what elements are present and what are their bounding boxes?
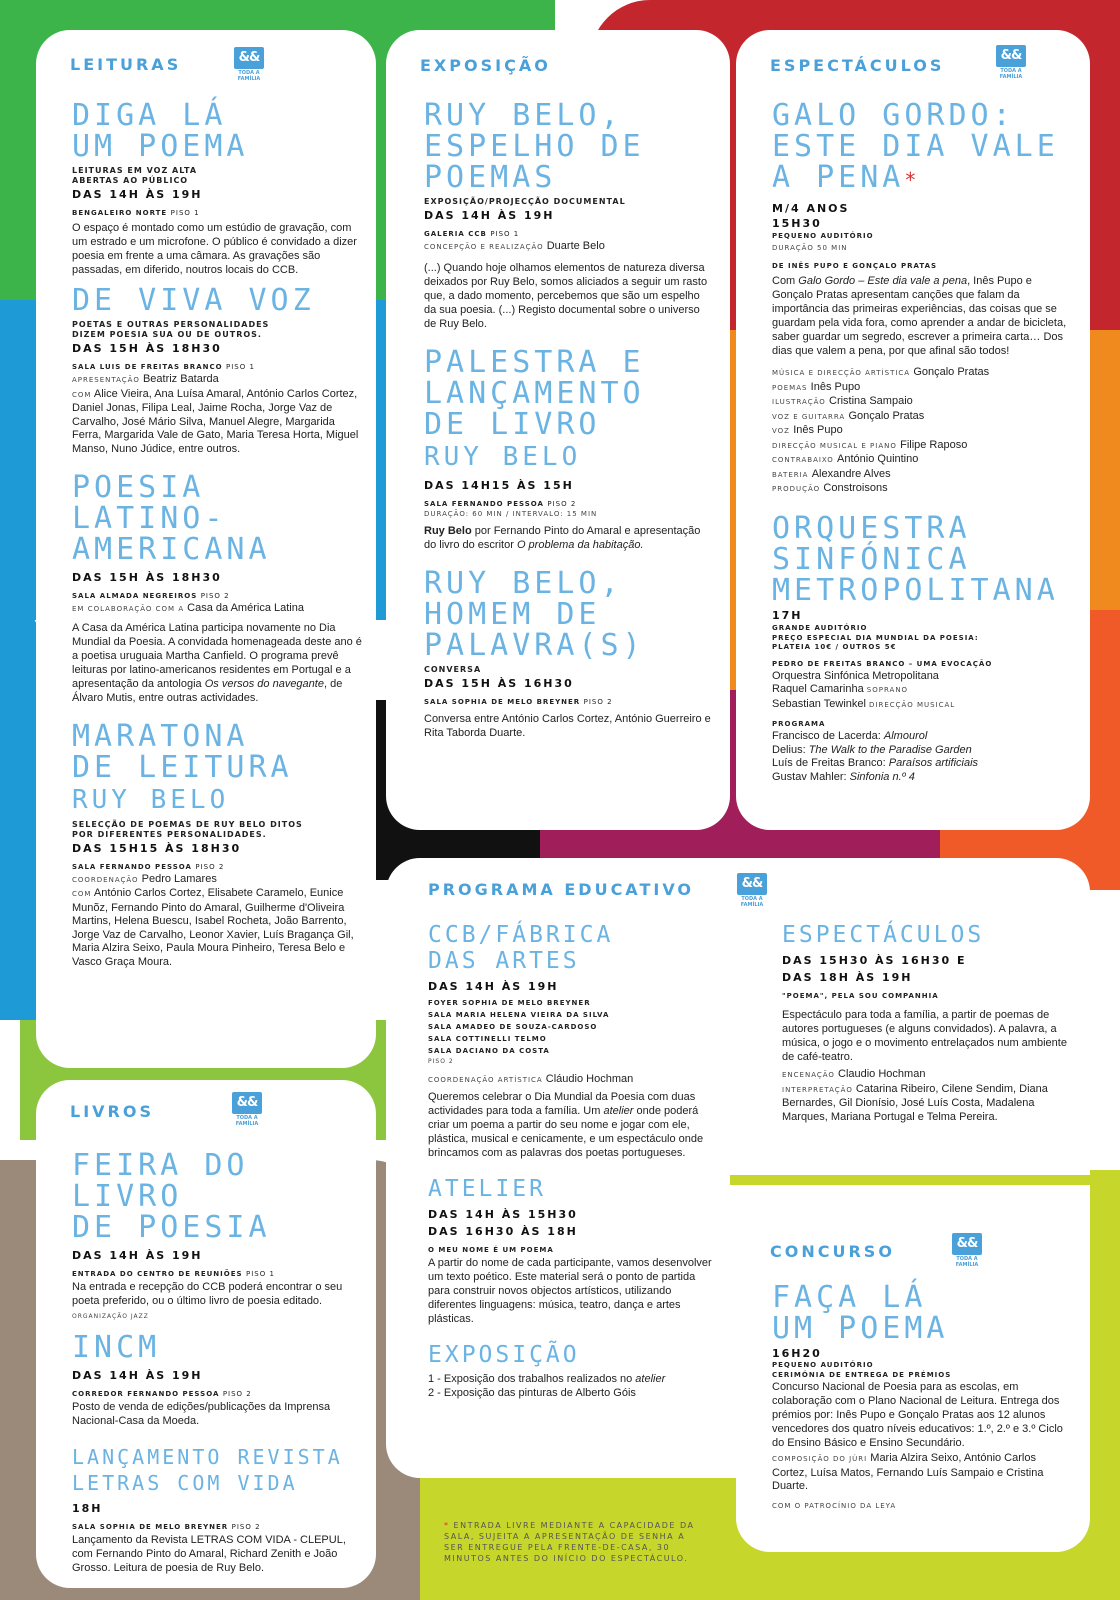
event-time: DAS 16H30 ÀS 18H — [428, 1224, 578, 1238]
floor-label: PISO 2 — [428, 1058, 454, 1065]
family-icon: && TODA A FAMÍLIA — [232, 47, 266, 82]
event-location: SALA FERNANDO PESSOA PISO 2 — [424, 499, 577, 508]
event-time: DAS 14H ÀS 15H30 — [428, 1207, 578, 1221]
rooms-list — [428, 997, 718, 1057]
credit-name: Constroisons — [823, 482, 888, 494]
livros-content — [72, 1150, 362, 1575]
exposicao-content — [424, 100, 714, 740]
event-title: RUY BELO, HOMEM DE PALAVRA(S) — [424, 565, 645, 663]
family-icon: && TODA A FAMÍLIA — [735, 873, 769, 908]
event-location: BENGALEIRO NORTE PISO 1 — [72, 209, 200, 217]
event-description: Ruy Belo por Fernando Pinto do Amaral e apresentação do livro do escritor O problema da habitação. — [424, 524, 701, 551]
event-title: ORQUESTRA SINFÓNICA METROPOLITANA — [772, 510, 1059, 608]
credit-row — [772, 381, 1072, 396]
event-title: ATELIER — [428, 1175, 546, 1202]
espectaculos-content — [772, 100, 1072, 784]
event-credit: ENCENAÇÃO Claudio Hochman — [782, 1068, 926, 1080]
event-description: Posto de venda de edições/publicações da Imprensa Nacional-Casa da Moeda. — [72, 1401, 331, 1427]
credit-role: VOZ — [772, 427, 794, 435]
credit-role: DIRECÇÃO MUSICAL E PIANO — [772, 441, 901, 450]
event-time: DAS 15H30 ÀS 16H30 E — [782, 954, 967, 967]
event-time: DAS 14H ÀS 19H — [424, 209, 555, 222]
program-item — [772, 771, 1072, 785]
event-location: GRANDE AUDITÓRIO — [772, 623, 868, 632]
credit-row — [772, 453, 1072, 468]
credit-role: POEMAS — [772, 383, 811, 392]
event-time: 16H20 — [772, 1347, 822, 1360]
educativo-heading: PROGRAMA EDUCATIVO — [428, 880, 695, 899]
program-work: Almourol — [883, 730, 928, 742]
credit-role: CONTRABAIXO — [772, 456, 838, 464]
livros-heading: LIVROS — [70, 1102, 154, 1121]
performer: Raquel Camarinha SOPRANO — [772, 683, 909, 695]
event-title: POESIA LATINO- AMERICANA — [72, 470, 271, 567]
credit-role: ILUSTRAÇÃO — [772, 398, 829, 406]
event-age: M/4 ANOS — [772, 202, 850, 215]
event-title: DE VIVA VOZ — [72, 283, 315, 318]
event-subtitle: CERIMÓNIA DE ENTREGA DE PRÉMIOS — [772, 1371, 952, 1379]
event-time: 18H — [72, 1502, 103, 1515]
credit-name: Cristina Sampaio — [829, 395, 913, 407]
bg-blue-left-block — [0, 600, 40, 1020]
event-time: DAS 15H ÀS 18H30 — [72, 571, 222, 584]
program-composer: Gustav Mahler: — [772, 770, 850, 783]
event-description: Na entrada e recepção do CCB poderá encontrar o seu poeta preferido, ou o último livro de poesia editado. ORGANIZAÇÃO JAZZ — [72, 1281, 343, 1320]
event-participants: COM Alice Vieira, Ana Luísa Amaral, António Carlos Cortez, Daniel Jonas, Filipa Leal, Jaime Rocha, Jorge Vaz de Carvalho, José Mário Silva, Manuel Alegre, Margarida Ferra, Margarida Vale de Gato, Maria Teresa Horta, Miguel Manso, Nuno Júdice, entre outros. — [72, 387, 359, 455]
concurso-content — [772, 1282, 1072, 1510]
educativo-left-content — [428, 922, 718, 1400]
event-time: DAS 14H ÀS 19H — [428, 980, 559, 993]
credit-row — [772, 424, 1072, 439]
concurso-heading: CONCURSO — [770, 1242, 895, 1261]
credit-name: António Quintino — [837, 453, 919, 465]
event-title: FAÇA LÁ UM POEMA — [772, 1280, 949, 1346]
entry-note: * ENTRADA LIVRE MEDIANTE A CAPACIDADE DA SALA, SUJEITA A APRESENTAÇÃO DE SENHA A SER ENTREGUE PELA FRENTE-DE-CASA, 30 MINUTOS ANTES DO INÍCIO DO ESPECTÁCULO. — [444, 1521, 695, 1563]
event-description: Com Galo Gordo – Este dia vale a pena, Inês Pupo e Gonçalo Pratas apresentam canções que falam da importância das primeiras experiências, das coisas que se guardam pela vida fora, como aprender a andar de bicicleta, saber guardar um segredo, escrever a primeira carta… Dos dias que valem a pena, por que afinal são todos! — [772, 275, 1067, 357]
program-work: The Walk to the Paradise Garden — [808, 743, 972, 756]
event-time: DAS 14H15 ÀS 15H — [424, 478, 574, 492]
event-credit: COORDENAÇÃO ARTÍSTICA Cláudio Hochman — [428, 1073, 634, 1085]
credit-role: PRODUÇÃO — [772, 485, 824, 493]
event-description: Queremos celebrar o Dia Mundial da Poesia com duas actividades para toda a família. Um atelier onde poderá criar um poema a partir do seu nome e jogar com ele, plástica, musical e cenicamente, e um espectáculo onde brincamos com as palavras dos poetas portugueses. — [428, 1090, 704, 1159]
room-item: SALA DACIANO DA COSTA — [428, 1047, 550, 1055]
credit-row — [772, 395, 1072, 410]
event-credit: COORDENAÇÃO Pedro Lamares — [72, 872, 217, 885]
event-description: Espectáculo para toda a família, a partir de poemas de autores portugueses (e alguns convidados). A palavra, a música, o jogo e o movimento entrelaçados num ambiente de café-teatro. — [782, 1009, 1067, 1063]
event-time: DAS 14H ÀS 19H — [72, 188, 203, 201]
event-time: 15H30 — [772, 217, 822, 230]
credit-name: Inês Pupo — [793, 424, 843, 436]
family-icon: && TODA A FAMÍLIA — [230, 1092, 264, 1127]
room-item: FOYER SOPHIA DE MELO BREYNER — [428, 999, 591, 1007]
event-credit: CONCEPÇÃO E REALIZAÇÃO Duarte Belo — [424, 240, 605, 252]
exposicao-heading: EXPOSIÇÃO — [420, 56, 551, 75]
event-subtitle: LEITURAS EM VOZ ALTA ABERTAS AO PÚBLICO — [72, 166, 198, 185]
performer: Orquestra Sinfónica Metropolitana — [772, 669, 939, 682]
event-location: SALA LUIS DE FREITAS BRANCO PISO 1 — [72, 363, 255, 371]
event-time: DAS 14H ÀS 19H — [72, 1249, 203, 1262]
credits-list — [772, 366, 1072, 497]
room-item: SALA MARIA HELENA VIEIRA DA SILVA — [428, 1011, 610, 1019]
event-description: Conversa entre António Carlos Cortez, António Guerreiro e Rita Taborda Duarte. — [424, 712, 711, 739]
leituras-content — [72, 100, 362, 969]
program-composer: Luís de Freitas Branco: — [772, 757, 889, 769]
event-time: DAS 15H ÀS 16H30 — [424, 676, 574, 690]
leituras-heading: LEITURAS — [70, 55, 182, 74]
event-duration: DURAÇÃO: 60 MIN / INTERVALO: 15 MIN — [424, 509, 598, 518]
credit-row — [772, 366, 1072, 381]
event-title: CCB/FÁBRICA DAS ARTES — [428, 922, 614, 974]
program-item — [772, 730, 1072, 744]
event-authors: PEDRO DE FREITAS BRANCO – UMA EVOCAÇÃO — [772, 659, 993, 668]
event-title: ESPECTÁCULOS — [782, 922, 985, 948]
educativo-right-content — [782, 922, 1072, 1124]
credit-role: BATERIA — [772, 470, 812, 479]
event-description: O espaço é montado como um estúdio de gravação, com um estrado e um microfone. O público é convidado a dizer poesia em frente a uma câmara. As gravações são passadas, em diferido, noutros locais do CCB. — [72, 222, 357, 276]
event-time: DAS 14H ÀS 19H — [72, 1369, 203, 1382]
event-title: RUY BELO, ESPELHO DE POEMAS — [424, 98, 645, 195]
event-description: (...) Quando hoje olhamos elementos de natureza diversa deixados por Ruy Belo, somos aliciados a seguir um rasto que, a dado momento, percebemos que são um espelho da sua poesia. (...) Registo documental sobre o universo de Ruy Belo. — [424, 261, 708, 330]
event-credit: INTERPRETAÇÃO Catarina Ribeiro, Cilene Sendim, Diana Bernardes, Gil Dionísio, José Luís Costa, Madalena Marques, Mariana Portugal e Telma Pereira. — [782, 1082, 1048, 1123]
event-title: DIGA LÁ UM POEMA — [72, 98, 249, 164]
event-time: 17H — [772, 608, 803, 622]
program-label: PROGRAMA — [772, 720, 826, 728]
room-item: SALA COTTINELLI TELMO — [428, 1035, 547, 1043]
event-title: LANÇAMENTO REVISTA LETRAS COM VIDA — [72, 1445, 343, 1495]
event-location: SALA ALMADA NEGREIROS PISO 2 — [72, 592, 230, 600]
event-duration: DURAÇÃO 50 MIN — [772, 244, 848, 252]
event-title: PALESTRA E LANÇAMENTO DE LIVRO RUY BELO — [424, 344, 645, 472]
event-location: PEQUENO AUDITÓRIO — [772, 1361, 874, 1369]
credit-name: Inês Pupo — [810, 380, 861, 393]
event-subtitle: O MEU NOME É UM POEMA — [428, 1245, 554, 1254]
program-work: Sinfonia n.º 4 — [849, 770, 915, 783]
espectaculos-heading: ESPECTÁCULOS — [770, 56, 945, 75]
event-subtitle: SELECÇÃO DE POEMAS DE RUY BELO DITOS POR DIFERENTES PERSONALIDADES. — [72, 819, 303, 839]
exhibition-item: 2 - Exposição das pinturas de Alberto Góis — [428, 1386, 636, 1399]
credit-name: Gonçalo Pratas — [913, 366, 990, 378]
program-work: Paraísos artificiais — [888, 757, 979, 769]
credit-name: Filipe Raposo — [900, 438, 968, 451]
event-time: DAS 15H15 ÀS 18H30 — [72, 841, 242, 855]
event-description: Lançamento da Revista LETRAS COM VIDA - CLEPUL, com Fernando Pinto do Amaral, Richard Zenith e João Grosso. Leitura de poesia de Ruy Belo. — [72, 1534, 346, 1574]
event-time: DAS 15H ÀS 18H30 — [72, 342, 222, 355]
event-authors: DE INÊS PUPO E GONÇALO PRATAS — [772, 262, 938, 270]
event-subtitle: POETAS E OUTRAS PERSONALIDADES DIZEM POESIA SUA OU DE OUTROS. — [72, 320, 270, 339]
event-price: PREÇO ESPECIAL DIA MUNDIAL DA POESIA: PLATEIA 10€ / OUTROS 5€ — [772, 633, 979, 651]
room-item: SALA AMADEO DE SOUZA-CARDOSO — [428, 1023, 598, 1031]
family-icon: && TODA A FAMÍLIA — [994, 45, 1028, 80]
event-participants: COM António Carlos Cortez, Elisabete Caramelo, Eunice Munõz, Fernando Pinto do Amaral, Guilherme d'Oliveira Martins, Helena Buescu, Isabel Rocheta, João Barrento, Jorge Vaz de Carvalho, Leonor Xavier, Luís Bragança Gil, Maria Alzira Seixo, Paula Moura Pinheiro, Teresa Belo e Vasco Graça Moura. — [72, 887, 354, 968]
credit-row — [772, 482, 1072, 497]
credit-row — [772, 439, 1072, 454]
family-icon: && TODA A FAMÍLIA — [950, 1233, 984, 1268]
event-location: ENTRADA DO CENTRO DE REUNIÕES PISO 1 — [72, 1270, 275, 1278]
event-credit: EM COLABORAÇÃO COM A Casa da América Latina — [72, 602, 304, 614]
program-composer: Francisco de Lacerda: — [772, 730, 884, 742]
event-credit: APRESENTAÇÃO Beatriz Batarda — [72, 373, 219, 385]
event-location: SALA SOPHIA DE MELO BREYNER PISO 2 — [72, 1523, 261, 1531]
program-item — [772, 744, 1072, 758]
event-jury: COMPOSIÇÃO DO JÚRI Maria Alzira Seixo, António Carlos Cortez, Luísa Matos, Fernando Luís Sampaio e Cristina Duarte. — [772, 1452, 1044, 1492]
event-title: GALO GORDO: ESTE DIA VALE A PENA* — [772, 98, 1059, 195]
event-location: CORREDOR FERNANDO PESSOA PISO 2 — [72, 1390, 252, 1398]
credit-row — [772, 410, 1072, 425]
event-title: INCM — [72, 1330, 161, 1365]
credit-name: Gonçalo Pratas — [848, 409, 925, 422]
event-title: EXPOSIÇÃO — [428, 1341, 580, 1368]
exhibition-item: 1 - Exposição dos trabalhos realizados no atelier — [428, 1372, 666, 1385]
event-time: DAS 18H ÀS 19H — [782, 971, 913, 984]
event-subtitle: "POEMA", PELA SOU COMPANHIA — [782, 992, 939, 1000]
program-item — [772, 757, 1072, 771]
credit-name: Alexandre Alves — [811, 467, 891, 480]
program-list — [772, 730, 1072, 784]
event-location: GALERIA CCB PISO 1 — [424, 230, 520, 238]
event-subtitle: CONVERSA — [424, 664, 482, 674]
event-title: MARATONA DE LEITURA RUY BELO — [72, 718, 293, 815]
credit-row — [772, 468, 1072, 483]
bg-lime-step — [730, 1175, 1120, 1185]
event-description: A Casa da América Latina participa novamente no Dia Mundial da Poesia. A convidada homenageada deste ano é a poetisa uruguaia Martha Canfield. O programa prevê leituras por latino-americanos residentes em Portugal e a apresentação da antologia Os versos do navegante, de Álvaro Mutis, entre outras actividades. — [72, 621, 362, 704]
event-location: SALA SOPHIA DE MELO BREYNER PISO 2 — [424, 697, 613, 706]
event-subtitle: EXPOSIÇÃO/PROJECÇÃO DOCUMENTAL — [424, 197, 626, 206]
credit-role: MÚSICA E DIRECÇÃO ARTÍSTICA — [772, 369, 914, 377]
event-description: Concurso Nacional de Poesia para as escolas, em colaboração com o Plano Nacional de Leitura. Entrega dos prémios por: Inês Pupo e Gonçalo Pratas aos 12 alunos vencedores dos quatro níveis educativos: 1.º, 2.º e 3.º Ciclo do Ensino Básico e Ensino Secundário. — [772, 1381, 1063, 1449]
event-location: PEQUENO AUDITÓRIO — [772, 232, 874, 240]
event-location: SALA FERNANDO PESSOA PISO 2 — [72, 862, 225, 871]
performer: Sebastian Tewinkel DIRECÇÃO MUSICAL — [772, 697, 956, 710]
event-title: FEIRA DO LIVRO DE POESIA — [72, 1148, 271, 1245]
sponsor-note: COM O PATROCÍNIO DA LEYA — [772, 1501, 897, 1510]
event-description: A partir do nome de cada participante, vamos desenvolver um texto poético. Este material será o ponto de partida para construir novos objectos artísticos, utilizando diferentes linguagens: música, teatro, dança e artes plásticas. — [428, 1256, 712, 1325]
program-composer: Delius: — [772, 743, 809, 756]
credit-role: VOZ E GUITARRA — [772, 412, 849, 421]
